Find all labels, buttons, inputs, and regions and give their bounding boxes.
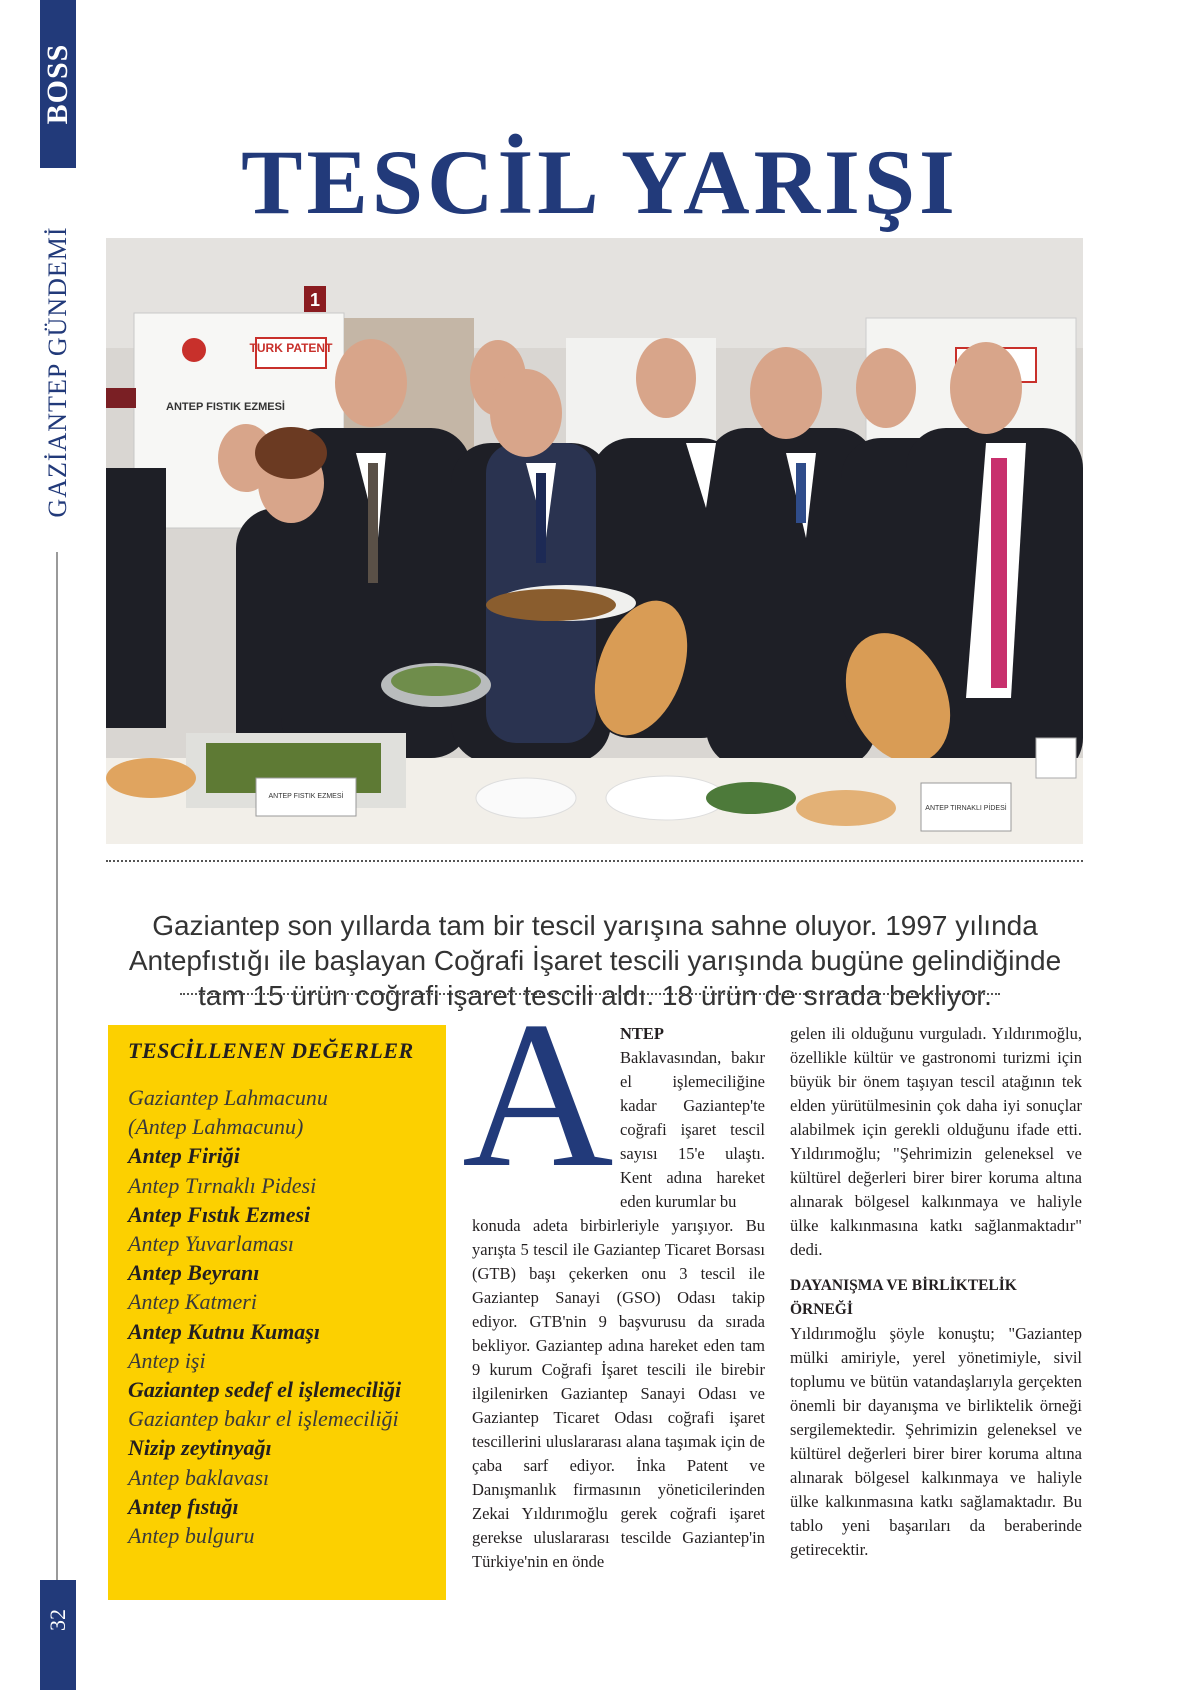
registered-value-item: Antep Yuvarlaması	[128, 1231, 295, 1257]
registered-value-item: Antep Firiği	[128, 1143, 240, 1169]
registered-value-item: Nizip zeytinyağı	[128, 1435, 272, 1461]
registered-values-list	[128, 1083, 438, 1550]
lead-paragraph: Gaziantep son yıllarda tam bir tescil yarışına sahne oluyor. 1997 yılında Antepfıstığı ile başlayan Coğrafi İşaret tescili yarışında bugüne gelindiğinde tam 15 ürün coğrafi işaret tescili aldı. 18 ürün de sırada bekliyor.	[128, 910, 1062, 1011]
registered-value-item: Antep baklavası	[128, 1464, 270, 1490]
registered-value-item: Gaziantep bakır el işlemeciliği	[128, 1406, 399, 1432]
page-number-box	[40, 1580, 76, 1690]
article-column-2	[790, 1022, 1082, 1562]
article-column-1-text: konuda adeta birbirleriyle yarışıyor. Bu yarışta 5 tescil ile Gaziantep Ticaret Borsası (GTB) başı çekerken onu 3 tescil ile Gaziantep Sanayi (GSO) Odası takip ediyor. GTB'nin 9 başvurusu da sırada bekliyor. Gaziantep adına hareket eden tam 9 kurum Coğrafi İşaret tescili ile birebir ilgilenirken Gaziantep Sanayi Odası ve Gaziantep Ticaret Odası coğrafi işaret tescillerini uluslararası alana taşımak için de çaba sarf ediyor. İnka Patent ve Danışmanlık firmasının yöneticilerinden Zekai Yıldırımoğlu gerek coğrafi işaret gerekse uluslararası tescilde Gaziantep'in Türkiye'nin en önde	[472, 1216, 765, 1571]
registered-value-item: Antep Kutnu Kumaşı	[128, 1318, 320, 1344]
banner-caption: ANTEP FISTIK EZMESİ	[166, 401, 285, 413]
registered-value-item: Antep Katmeri	[128, 1289, 257, 1315]
registered-value-item: Antep işi	[128, 1347, 206, 1373]
dotted-rule-top	[106, 860, 1083, 862]
registered-value-item: Antep Beyranı	[128, 1260, 260, 1286]
registered-value-item: Antep bulguru	[128, 1523, 255, 1549]
article-column-2-paragraph-1: gelen ili olduğunu vurguladı. Yıldırımoğlu, özellikle kültür ve gastronomi turizmi için büyük bir önem taşıyan tescil atağının tek elden yürütülmesinin çok daha iyi sonuçlar alabilmek için gerekli olduğunu ifade etti. Yıldırımoğlu; "Şehrimizin geleneksel ve kültürel değerleri birer birer koruma altına alınarak bölgesel kalkınmaya ve haliyle ülke kalkınmasına katkı sağlanmaktadır" dedi.	[790, 1024, 1082, 1259]
article-subheading: DAYANIŞMA VE BİRLİKTELİK ÖRNEĞİ	[790, 1277, 1017, 1318]
banner-logo: TURK PATENT	[249, 341, 333, 355]
registered-value-item: Gaziantep Lahmacunu	[128, 1085, 328, 1110]
article-column-2-paragraph-2: Yıldırımoğlu şöyle konuştu; "Gaziantep mülki amiriyle, yerel yönetimiyle, sivil toplumu ve bütün vatandaşlarıyla gerçekten önemli bir dayanışma ve birliktelik örneği sergilemektedir. Şehrimizin geleneksel ve kültürel değerleri birer birer koruma altına alınarak bölgesel kalkınmaya ve haliyle ülke kalkınmasına katkı sağlamaktadır. Bu tablo yeni başarıları da beraberinde getirecektir.	[790, 1324, 1082, 1559]
page-number: 32	[45, 1609, 70, 1631]
article-column-1	[472, 1214, 765, 1574]
side-rule	[56, 552, 58, 1580]
photo-label-left: ANTEP FISTIK EZMESİ	[268, 793, 344, 800]
registered-value-item: Antep Fıstık Ezmesi	[128, 1201, 311, 1227]
registered-value-item: Gaziantep sedef el işlemeciliği	[128, 1377, 402, 1403]
article-photo	[106, 238, 1083, 844]
registered-values-heading: TESCİLLENEN DEĞERLER	[128, 1038, 414, 1063]
section-label: GAZİANTEP GÜNDEMİ	[43, 226, 72, 518]
registered-value-item: Antep Tırnaklı Pidesi	[128, 1172, 317, 1198]
page-title: TESCİL YARIŞI	[241, 131, 959, 233]
article-intro-text: Baklavasından, bakır el işlemeciliğine kadar Gaziantep'te coğrafi işaret tescil sayısı 15'e ulaştı. Kent adına hareket eden kurumlar bu	[620, 1048, 765, 1211]
room-sign: 1	[309, 290, 321, 310]
registered-value-item: Antep fıstığı	[128, 1493, 239, 1519]
brand-logo: BOSS	[41, 43, 74, 125]
photo-label-right: ANTEP TIRNAKLI PİDESİ	[925, 805, 1007, 812]
lead-word: NTEP	[620, 1024, 665, 1043]
drop-cap: A	[462, 979, 614, 1211]
article-intro	[620, 1022, 765, 1214]
registered-value-item: (Antep Lahmacunu)	[128, 1114, 304, 1140]
